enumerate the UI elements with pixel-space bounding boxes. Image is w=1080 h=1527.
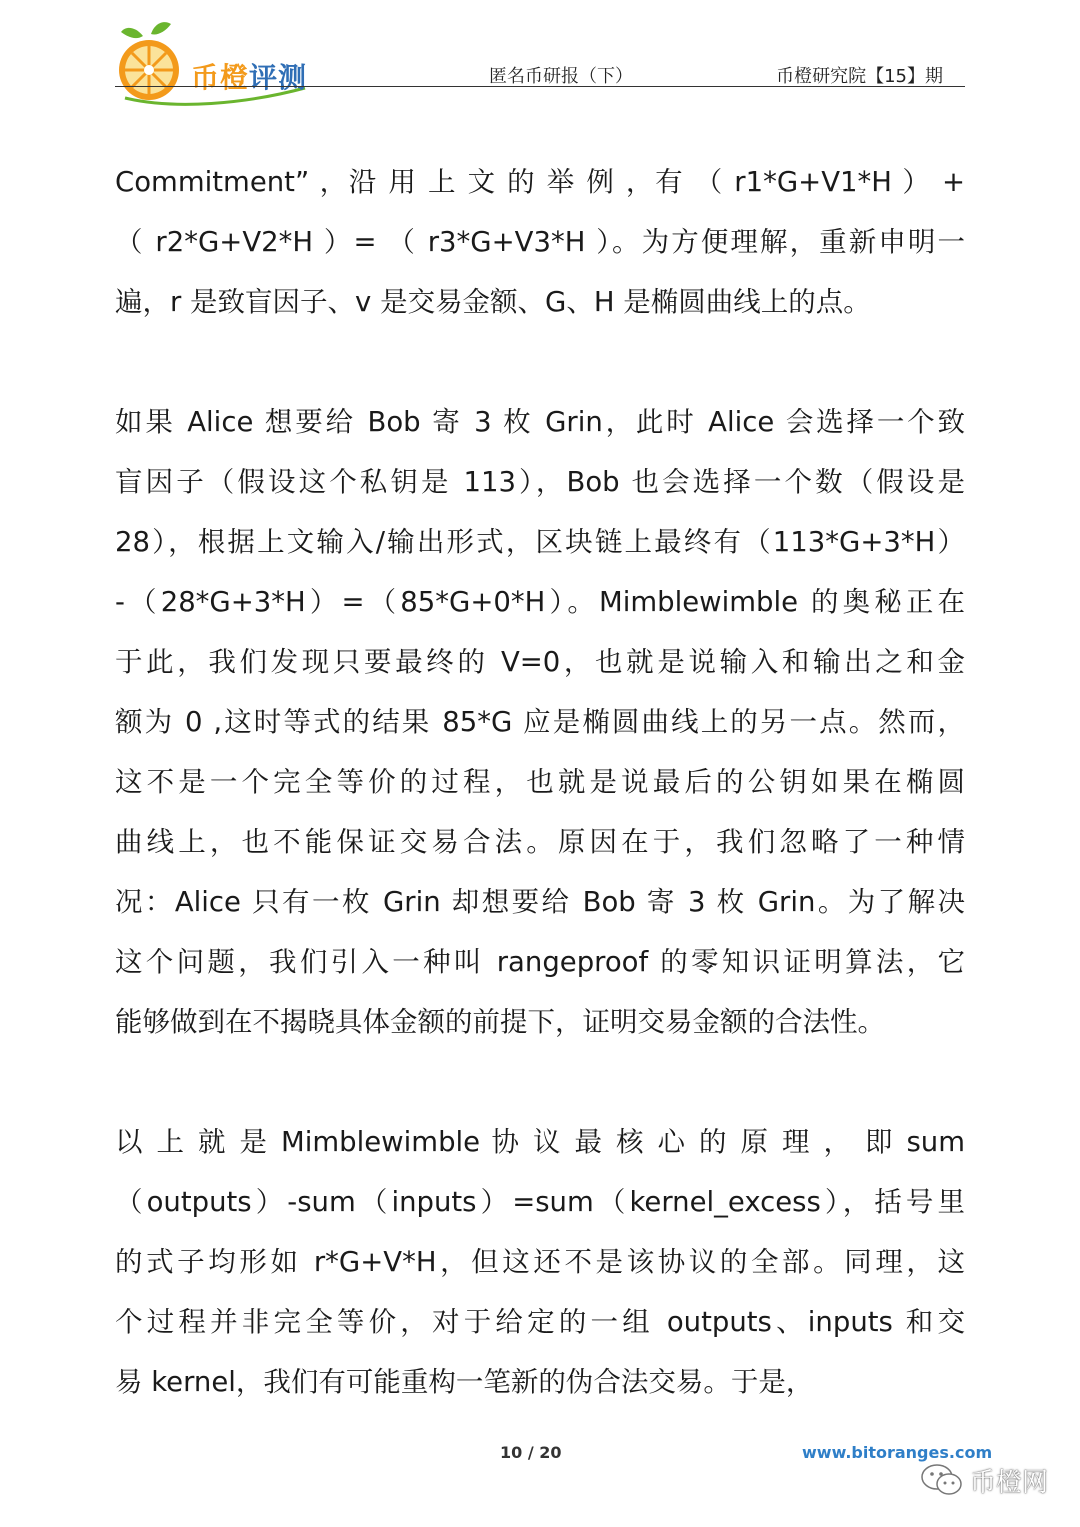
paragraph-3 bbox=[115, 1112, 965, 1412]
text-line: 曲线上，也不能保证交易合法。原因在于，我们忽略了一种情 bbox=[115, 826, 965, 858]
website-link[interactable]: www.bitoranges.com bbox=[802, 1443, 993, 1462]
wechat-icon bbox=[920, 1462, 964, 1498]
body-content bbox=[115, 152, 965, 1412]
text-line: -（28*G+3*H）=（85*G+0*H）。Mimblewimble 的奥秘正在 bbox=[115, 586, 965, 618]
text-line: （outputs）-sum（inputs）=sum（kernel_excess），括号里 bbox=[115, 1186, 965, 1218]
watermark bbox=[920, 1460, 1048, 1500]
text-line: Commitment” ，沿 用 上 文 的 举 例 ，有 （ r1*G+V1*H ） + bbox=[115, 166, 965, 198]
page-number: 10 / 20 bbox=[500, 1443, 562, 1462]
text-line: 能够做到在不揭晓具体金额的前提下，证明交易金额的合法性。 bbox=[115, 1006, 885, 1038]
watermark-text: 币橙网 bbox=[970, 1467, 1049, 1498]
text-line: 盲因子（假设这个私钥是 113），Bob 也会选择一个数（假设是 bbox=[115, 466, 965, 498]
logo-text: 币橙评测 bbox=[191, 61, 308, 94]
text-line: 这不是一个完全等价的过程，也就是说最后的公钥如果在椭圆 bbox=[115, 766, 965, 798]
paragraph-gap bbox=[115, 1052, 965, 1112]
document-title: 匿名币研报（下） bbox=[489, 66, 633, 87]
header-divider bbox=[115, 86, 965, 87]
text-line: 遍，r 是致盲因子、v 是交易金额、G、H 是椭圆曲线上的点。 bbox=[115, 286, 871, 318]
paragraph-gap bbox=[115, 332, 965, 392]
text-line: 这个问题，我们引入一种叫 rangeproof 的零知识证明算法，它 bbox=[115, 946, 965, 978]
issue-label: 币橙研究院【15】期 bbox=[776, 66, 943, 87]
page-header bbox=[115, 18, 965, 94]
text-line: 于此，我们发现只要最终的 V=0，也就是说输入和输出之和金 bbox=[115, 646, 965, 678]
text-line: 个过程并非完全等价，对于给定的一组 outputs、inputs 和交 bbox=[115, 1306, 965, 1338]
text-line: 的式子均形如 r*G+V*H，但这还不是该协议的全部。同理，这 bbox=[115, 1246, 965, 1278]
text-line: 28），根据上文输入/输出形式，区块链上最终有（113*G+3*H） bbox=[115, 526, 965, 558]
paragraph-2 bbox=[115, 392, 965, 1052]
text-line: 如果 Alice 想要给 Bob 寄 3 枚 Grin，此时 Alice 会选择一个致 bbox=[115, 406, 965, 438]
text-line: 况：Alice 只有一枚 Grin 却想要给 Bob 寄 3 枚 Grin。为了解决 bbox=[115, 886, 965, 918]
text-line: 以 上 就 是 Mimblewimble 协 议 最 核 心 的 原 理 ， 即 sum bbox=[115, 1126, 965, 1158]
text-line: 额为 0 ,这时等式的结果 85*G 应是椭圆曲线上的另一点。然而， bbox=[115, 706, 965, 738]
text-line: 易 kernel，我们有可能重构一笔新的伪合法交易。于是， bbox=[115, 1366, 814, 1398]
text-line: （ r2*G+V2*H ）= （ r3*G+V3*H ）。为方便理解，重新申明一 bbox=[115, 226, 965, 258]
paragraph-1 bbox=[115, 152, 965, 332]
logo bbox=[115, 18, 315, 108]
